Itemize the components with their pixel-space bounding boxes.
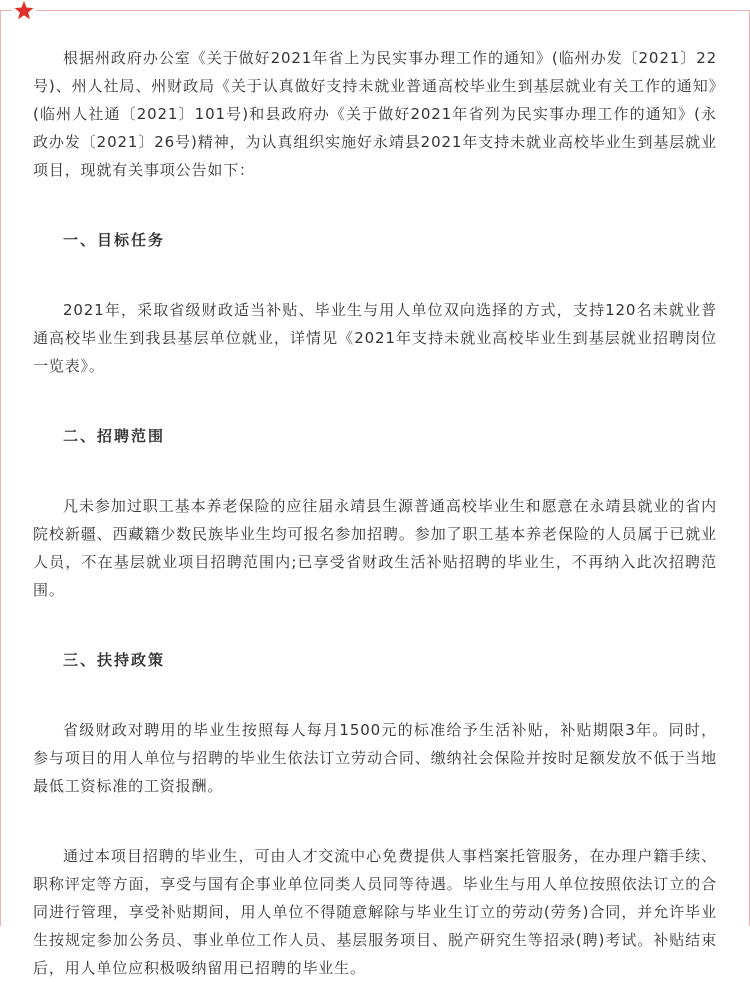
intro-paragraph: 根据州政府办公室《关于做好2021年省上为民实事办理工作的通知》(临州办发〔2021〕22号)、州人社局、州财政局《关于认真做好支持未就业普通高校毕业生到基层就业有关工作的通知》(临州人社通〔2021〕101号)和县政府办《关于做好2021年省列为民实事办理工作的通知》(永政办发〔2021〕26号)精神，为认真组织实施好永靖县2021年支持未就业高校毕业生到基层就业项目，现就有关事项公告如下： <box>33 49 717 179</box>
frame-border-left <box>0 10 1 926</box>
star-icon <box>12 0 36 22</box>
article-body <box>33 44 717 982</box>
policy-paragraph-benefits: 通过本项目招聘的毕业生，可由人才交流中心免费提供人事档案托管服务，在办理户籍手续、职称评定等方面，享受与国有企事业单位同类人员同等待遇。毕业生与用人单位按照依法订立的合同进行管理，享受补贴期间，用人单位不得随意解除与毕业生订立的劳动(劳务)合同，并允许毕业生按规定参加公务员、事业单位工作人员、基层服务项目、脱产研究生等招录(聘)考试。补贴结束后，用人单位应积极吸纳留用已招聘的毕业生。 <box>33 847 717 977</box>
section-heading-goals: 一、目标任务 <box>63 231 166 249</box>
scope-paragraph: 凡未参加过职工基本养老保险的应往届永靖县生源普通高校毕业生和愿意在永靖县就业的省内院校新疆、西藏籍少数民族毕业生均可报名参加招聘。参加了职工基本养老保险的人员属于已就业人员，不在基层就业项目招聘范围内;已享受省财政生活补贴招聘的毕业生，不再纳入此次招聘范围。 <box>33 497 717 599</box>
frame-border-top <box>0 10 750 11</box>
policy-paragraph-subsidy: 省级财政对聘用的毕业生按照每人每月1500元的标准给予生活补贴，补贴期限3年。同时，参与项目的用人单位与招聘的毕业生依法订立劳动合同、缴纳社会保险并按时足额发放不低于当地最低工资标准的工资报酬。 <box>33 721 717 795</box>
section-heading-scope: 二、招聘范围 <box>63 427 166 445</box>
section-heading-policy: 三、扶持政策 <box>63 651 166 669</box>
goals-paragraph: 2021年，采取省级财政适当补贴、毕业生与用人单位双向选择的方式，支持120名未就业普通高校毕业生到我县基层单位就业，详情见《2021年支持未就业高校毕业生到基层就业招聘岗位一览表》。 <box>33 301 717 375</box>
